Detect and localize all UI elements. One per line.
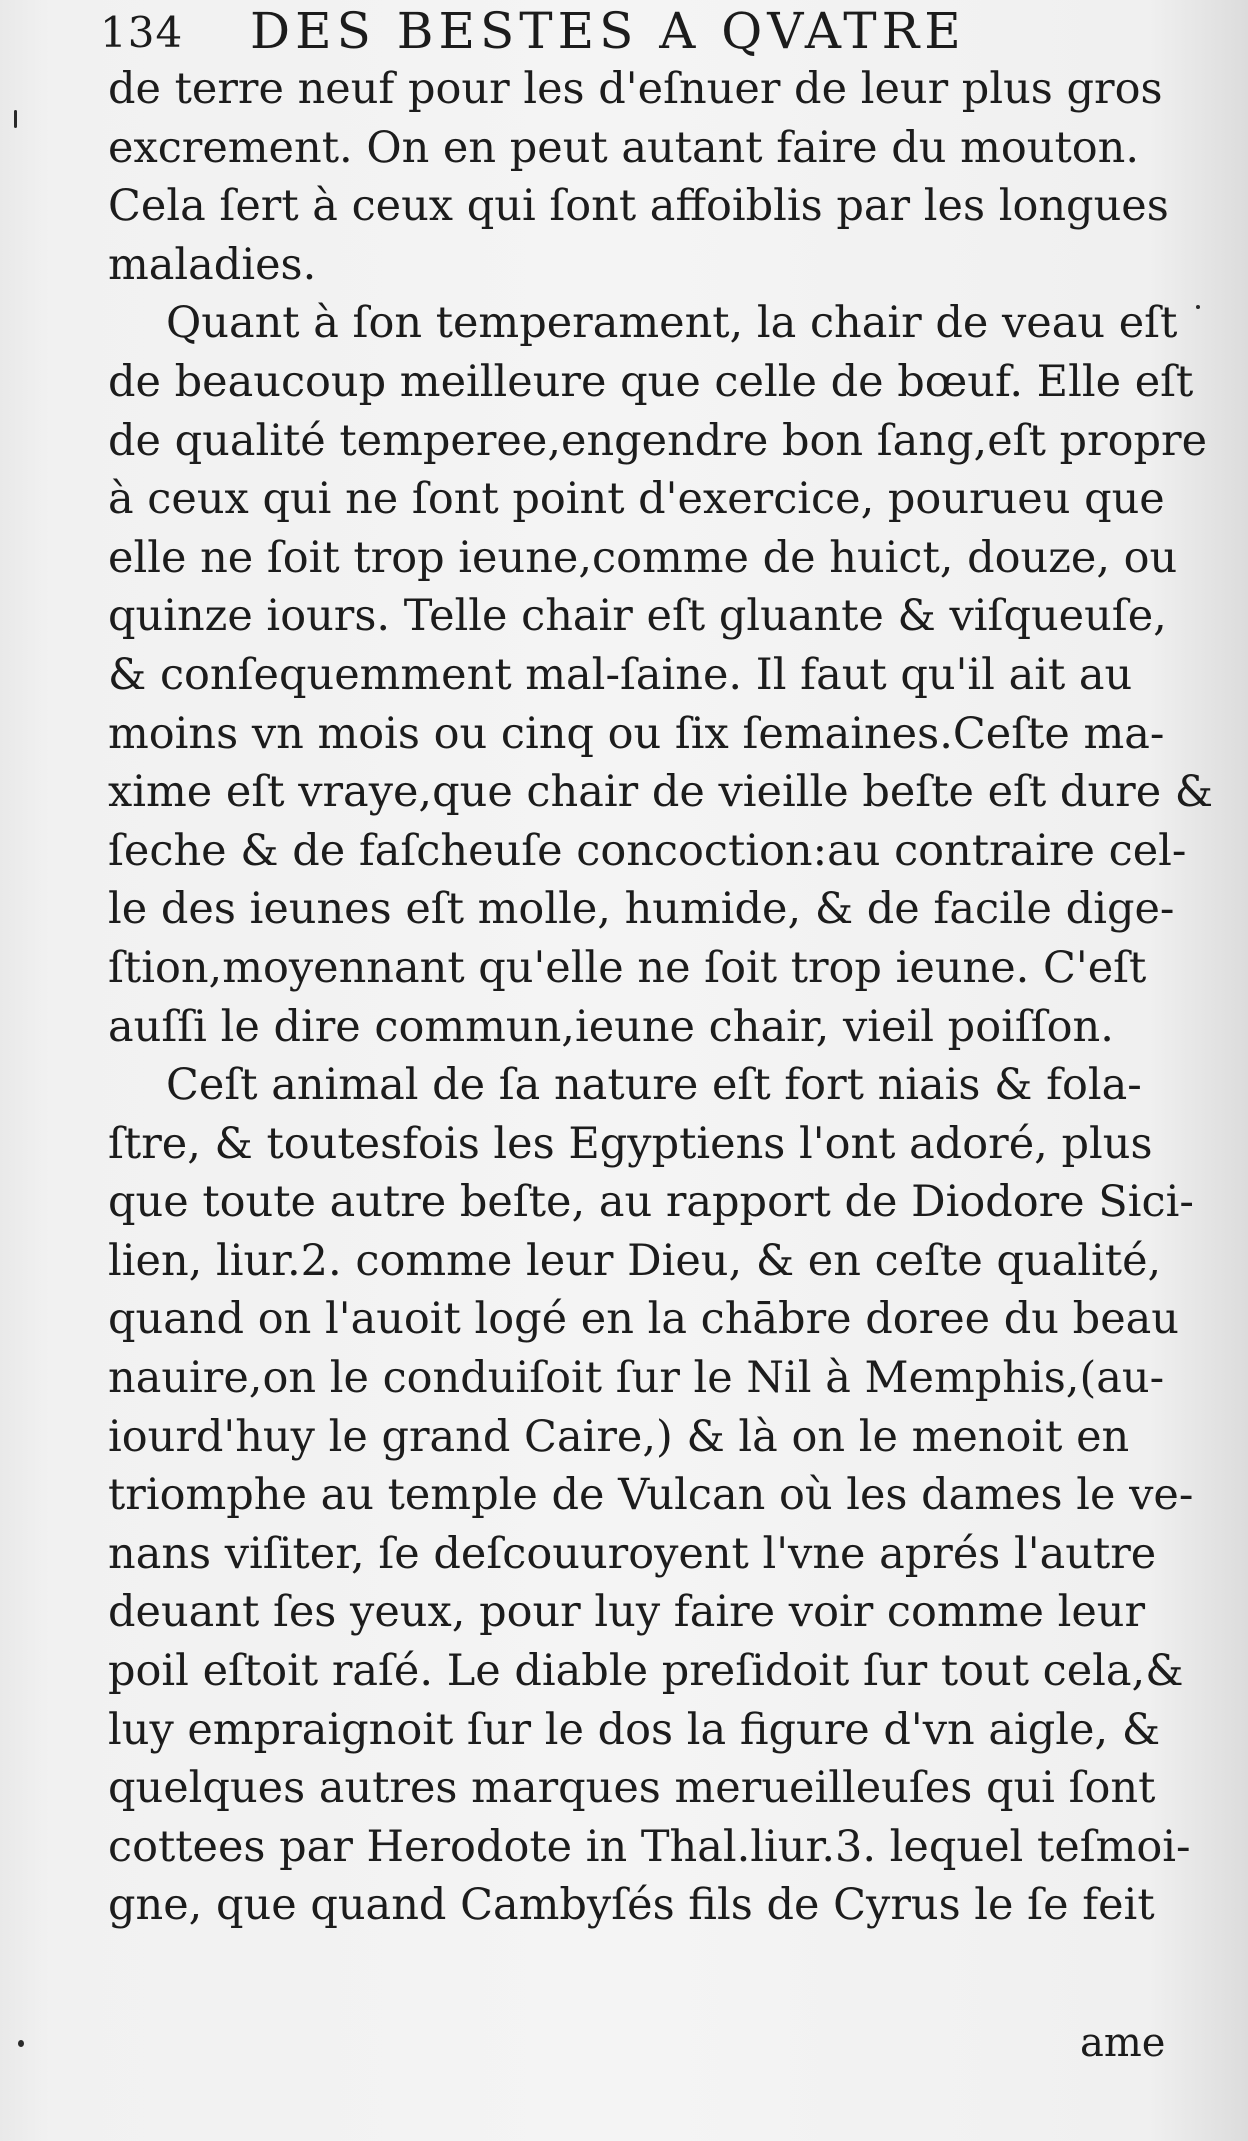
ink-speck (14, 110, 17, 128)
running-title: DES BESTES A QVATRE (250, 2, 966, 60)
text-line: de beaucoup meilleure que celle de bœuf. Elle eſt (108, 356, 1194, 407)
page-number: 134 (100, 8, 184, 57)
text-line: lien, liur.2. comme leur Dieu, & en ceſte qualité, (108, 1235, 1162, 1286)
text-line: de terre neuf pour les d'eſnuer de leur plus gros (108, 64, 1163, 114)
ink-speck (18, 2040, 24, 2047)
text-line: & conſequemment mal-ſaine. Il faut qu'il ait au (108, 649, 1133, 700)
paragraph-start-line: Quant à ſon temperament, la chair de veau eſt (166, 298, 1178, 349)
text-line: que toute autre beſte, au rapport de Diodore Sici- (108, 1177, 1194, 1228)
text-line: Cela ſert à ceux qui ſont affoiblis par les longues (108, 181, 1169, 232)
paragraph-start-line: Ceſt animal de ſa nature eſt fort niais & fola- (166, 1060, 1142, 1111)
text-line: maladies. (108, 239, 317, 290)
text-line: triomphe au temple de Vulcan où les dames le ve- (108, 1470, 1194, 1521)
text-line: nauire,on le conduiſoit ſur le Nil à Memphis,(au- (108, 1353, 1165, 1404)
text-line: elle ne ſoit trop ieune,comme de huict, douze, ou (108, 532, 1178, 583)
text-line: excrement. On en peut autant faire du mouton. (108, 122, 1139, 173)
text-line: ſeche & de faſcheuſe concoction:au contraire cel- (108, 825, 1187, 876)
text-line: nans viſiter, ſe deſcouuroyent l'vne aprés l'autre (108, 1528, 1157, 1579)
text-line: quinze iours. Telle chair eſt gluante & viſqueuſe, (108, 591, 1167, 642)
text-line: gne, que quand Cambyſés fils de Cyrus le ſe feit (108, 1880, 1155, 1931)
catchword: ame (1080, 2020, 1166, 2066)
text-line: deuant ſes yeux, pour luy faire voir comme leur (108, 1587, 1146, 1638)
text-line: le des ieunes eſt molle, humide, & de facile dige- (108, 884, 1175, 935)
text-line: auſſi le dire commun,ieune chair, vieil poiſſon. (108, 1001, 1114, 1052)
text-line: ſtion,moyennant qu'elle ne ſoit trop ieune. C'eſt (108, 942, 1147, 993)
text-line: luy empraignoit ſur le dos la figure d'vn aigle, & (108, 1704, 1161, 1755)
text-block (108, 60, 1214, 1935)
text-line: moins vn mois ou cinq ou ſix ſemaines.Ceſte ma- (108, 708, 1165, 759)
text-line: à ceux qui ne ſont point d'exercice, pourueu que (108, 474, 1165, 525)
ink-speck (1196, 305, 1200, 309)
text-line: quelques autres marques merueilleuſes qui ſont (108, 1763, 1156, 1814)
text-line: de qualité temperee,engendre bon ſang,eſt propre (108, 415, 1208, 466)
page-header (100, 2, 1140, 58)
text-line: cottees par Herodote in Thal.liur.3. lequel teſmoi- (108, 1821, 1191, 1872)
text-line: ſtre, & toutesfois les Egyptiens l'ont adoré, plus (108, 1118, 1153, 1169)
text-line: poil eſtoit raſé. Le diable preſidoit ſur tout cela,& (108, 1646, 1184, 1697)
text-line: xime eſt vraye,que chair de vieille beſte eſt dure & (108, 767, 1214, 818)
text-line: quand on l'auoit logé en la chābre doree du beau (108, 1294, 1179, 1345)
text-line: iourd'huy le grand Caire,) & là on le menoit en (108, 1411, 1130, 1462)
